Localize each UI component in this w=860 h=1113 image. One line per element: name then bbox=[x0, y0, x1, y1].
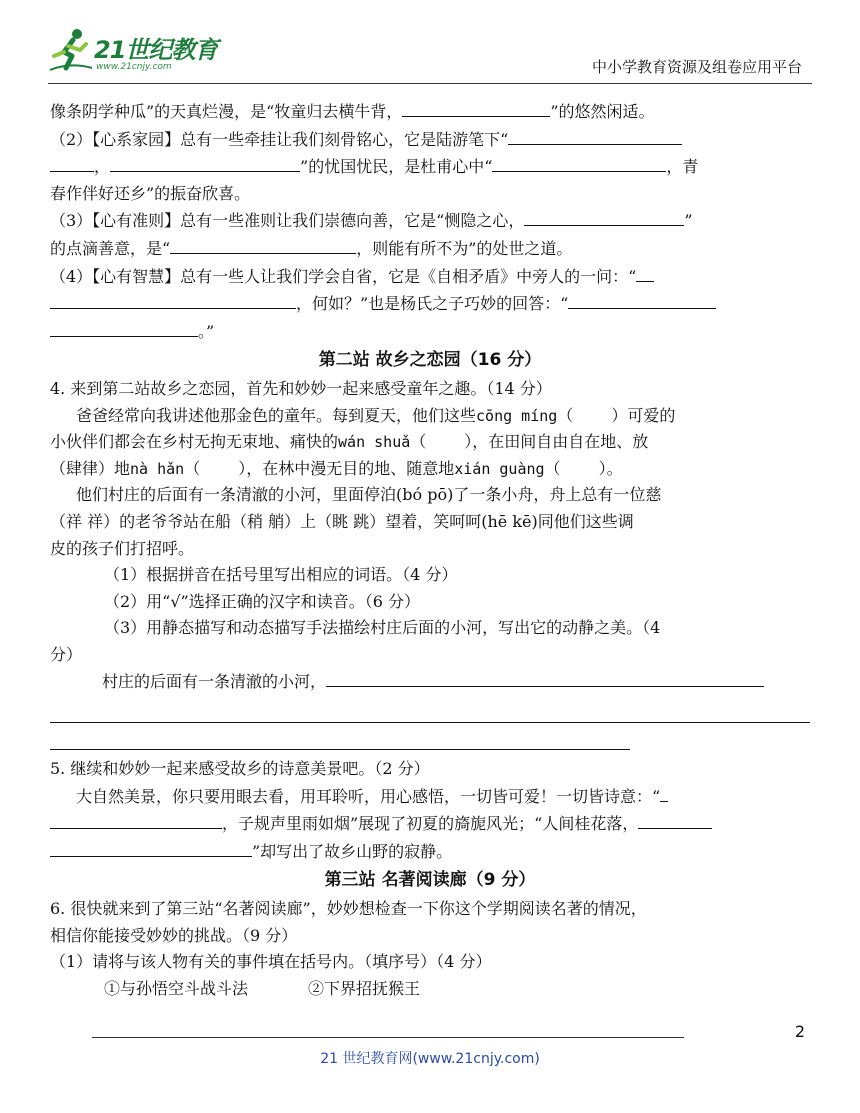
question-6-intro-cont: 相信你能接受妙妙的挑战。（9 分） bbox=[50, 925, 298, 945]
text-line bbox=[50, 98, 810, 126]
text: （ bbox=[410, 432, 427, 452]
text-line bbox=[50, 235, 810, 263]
sub-question-1: （1）请将与该人物有关的事件填在括号内。（填序号）（4 分） bbox=[50, 952, 492, 972]
sub-question-3: （3）用静态描写和动态描写手法描绘村庄后面的小河，写出它的动静之美。（4 bbox=[104, 618, 661, 638]
answer-blank[interactable] bbox=[492, 153, 666, 172]
question-6-intro: 6. 很快就来到了第三站“名著阅读廊”，妙妙想检查一下你这个学期阅读名著的情况， bbox=[50, 899, 647, 919]
text: 大自然美景，你只要用眼去看，用耳聆听，用心感悟，一切皆可爱！一切皆诗意：“ bbox=[76, 786, 661, 806]
pinyin: xián guàng bbox=[454, 459, 545, 478]
answer-blank-line[interactable] bbox=[50, 696, 810, 723]
answer-blank-line[interactable] bbox=[50, 723, 630, 750]
text-line bbox=[50, 207, 810, 235]
text-line bbox=[50, 126, 810, 154]
answer-blank[interactable] bbox=[402, 98, 550, 117]
text-line bbox=[50, 263, 810, 291]
pinyin: cōng míng bbox=[476, 406, 558, 425]
footer-site-link[interactable]: 21 世纪教育网(www.21cnjy.com) bbox=[320, 1051, 540, 1067]
option-2: ②下界招抚猴王 bbox=[308, 978, 421, 998]
text: （ bbox=[544, 458, 561, 478]
footer-divider bbox=[92, 1037, 684, 1038]
text-line bbox=[50, 290, 810, 318]
logo bbox=[46, 26, 216, 78]
text: ，子规声里雨如烟”展现了初夏的旖旎风光；“人间桂花落， bbox=[222, 814, 639, 834]
section-title: 第三站 名著阅读廊（9 分） bbox=[324, 870, 536, 891]
text: ）可爱的 bbox=[611, 405, 676, 425]
question-5-intro: 5. 继续和妙妙一起来感受故乡的诗意美景吧。（2 分） bbox=[50, 759, 430, 779]
text: 村庄的后面有一条清澈的小河， bbox=[102, 672, 327, 692]
text: ”的忧国忧民，是杜甫心中“ bbox=[300, 157, 493, 177]
sub-question-2: （2）用“√”选择正确的汉字和读音。（6 分） bbox=[104, 591, 421, 611]
text: （ bbox=[184, 458, 201, 478]
text: ，何如？”也是杨氏之子巧妙的回答：“ bbox=[296, 294, 569, 314]
passage-line bbox=[50, 810, 810, 838]
text: 的点滴善意，是“ bbox=[50, 238, 171, 258]
text: ，青 bbox=[666, 157, 699, 177]
text: （肆律）地 bbox=[50, 458, 131, 478]
answer-blank[interactable] bbox=[660, 783, 668, 802]
header-divider bbox=[48, 83, 812, 84]
text: ）。 bbox=[598, 458, 623, 478]
answer-blank[interactable] bbox=[638, 810, 712, 829]
sub-question-3-cont: 分） bbox=[50, 644, 83, 664]
platform-name: 中小学教育资源及组卷应用平台 bbox=[591, 58, 802, 76]
question-text: （4）【心有智慧】总有一些人让我们学会自省，它是《自相矛盾》中旁人的一问：“ bbox=[50, 266, 637, 286]
text: 像条阴学种瓜”的天真烂漫，是“牧童归去横牛背， bbox=[50, 102, 403, 121]
logo-url: www.21cnjy.com bbox=[96, 62, 172, 72]
text: （ bbox=[557, 405, 574, 425]
option-1: ①与孙悟空斗战斗法 bbox=[104, 978, 249, 998]
question-text: （3）【心有准则】总有一些准则让我们崇德向善，它是“恻隐之心， bbox=[50, 211, 525, 231]
options-line bbox=[50, 976, 810, 1003]
question-text: （2）【心系家园】总有一些牵挂让我们刻骨铭心，它是陆游笔下“ bbox=[50, 129, 509, 149]
text-line bbox=[50, 153, 810, 181]
text-line bbox=[50, 318, 810, 346]
text: ， bbox=[94, 157, 111, 177]
section-title: 第二站 故乡之恋园（16 分） bbox=[318, 350, 542, 371]
page-content bbox=[50, 98, 810, 1002]
pinyin: nà hǎn bbox=[130, 459, 185, 478]
text: ”却写出了故乡山野的寂静。 bbox=[252, 841, 453, 861]
passage-line bbox=[50, 403, 810, 430]
answer-blank[interactable] bbox=[50, 318, 198, 337]
text-line: 春作伴好还乡”的振奋欣喜。 bbox=[50, 183, 251, 203]
answer-blank[interactable] bbox=[568, 290, 716, 309]
page-header bbox=[0, 0, 860, 90]
passage-line: 他们村庄的后面有一条清澈的小河，里面停泊(bó pō)了一条小舟，舟上总有一位慈 bbox=[76, 485, 662, 505]
text: ”的悠然闲适。 bbox=[550, 102, 655, 121]
text: ），在田间自由自在地、放 bbox=[464, 432, 649, 452]
answer-blank[interactable] bbox=[524, 207, 684, 226]
passage-line bbox=[50, 456, 810, 483]
text: ” bbox=[684, 211, 693, 231]
passage-line bbox=[50, 838, 810, 866]
runner-logo-icon bbox=[46, 26, 94, 74]
passage-line bbox=[50, 783, 810, 811]
answer-blank[interactable] bbox=[326, 668, 764, 687]
answer-blank[interactable] bbox=[636, 263, 654, 282]
logo-text: 21世纪教育 bbox=[94, 36, 218, 64]
answer-blank[interactable] bbox=[170, 235, 356, 254]
question-4-intro: 4. 来到第二站故乡之恋园，首先和妙妙一起来感受童年之趣。（14 分） bbox=[50, 378, 552, 398]
text: 小伙伴们都会在乡村无拘无束地、痛快的 bbox=[50, 432, 339, 452]
answer-blank[interactable] bbox=[110, 153, 300, 172]
sub-question-1: （1）根据拼音在括号里写出相应的词语。（4 分） bbox=[104, 565, 458, 585]
page-number: 2 bbox=[794, 1022, 805, 1041]
text: 。” bbox=[198, 321, 215, 341]
answer-blank[interactable] bbox=[50, 810, 222, 829]
answer-blank[interactable] bbox=[50, 153, 94, 172]
answer-line bbox=[50, 668, 810, 696]
text: 爸爸经常向我讲述他那金色的童年。每到夏天，他们这些 bbox=[76, 405, 477, 425]
pinyin: wán shuǎ bbox=[338, 433, 411, 452]
text: ），在林中漫无目的地、随意地 bbox=[238, 458, 455, 478]
passage-line: （祥 祥）的老爷爷站在船（稍 艄）上（眺 跳）望着，笑呵呵(hē kē)同他们这些调 bbox=[50, 511, 634, 531]
passage-line: 皮的孩子们打招呼。 bbox=[50, 538, 195, 558]
answer-blank[interactable] bbox=[50, 838, 252, 857]
text: ，则能有所不为”的处世之道。 bbox=[356, 238, 573, 258]
answer-blank[interactable] bbox=[508, 126, 682, 145]
answer-blank[interactable] bbox=[50, 290, 296, 309]
passage-line bbox=[50, 429, 810, 456]
